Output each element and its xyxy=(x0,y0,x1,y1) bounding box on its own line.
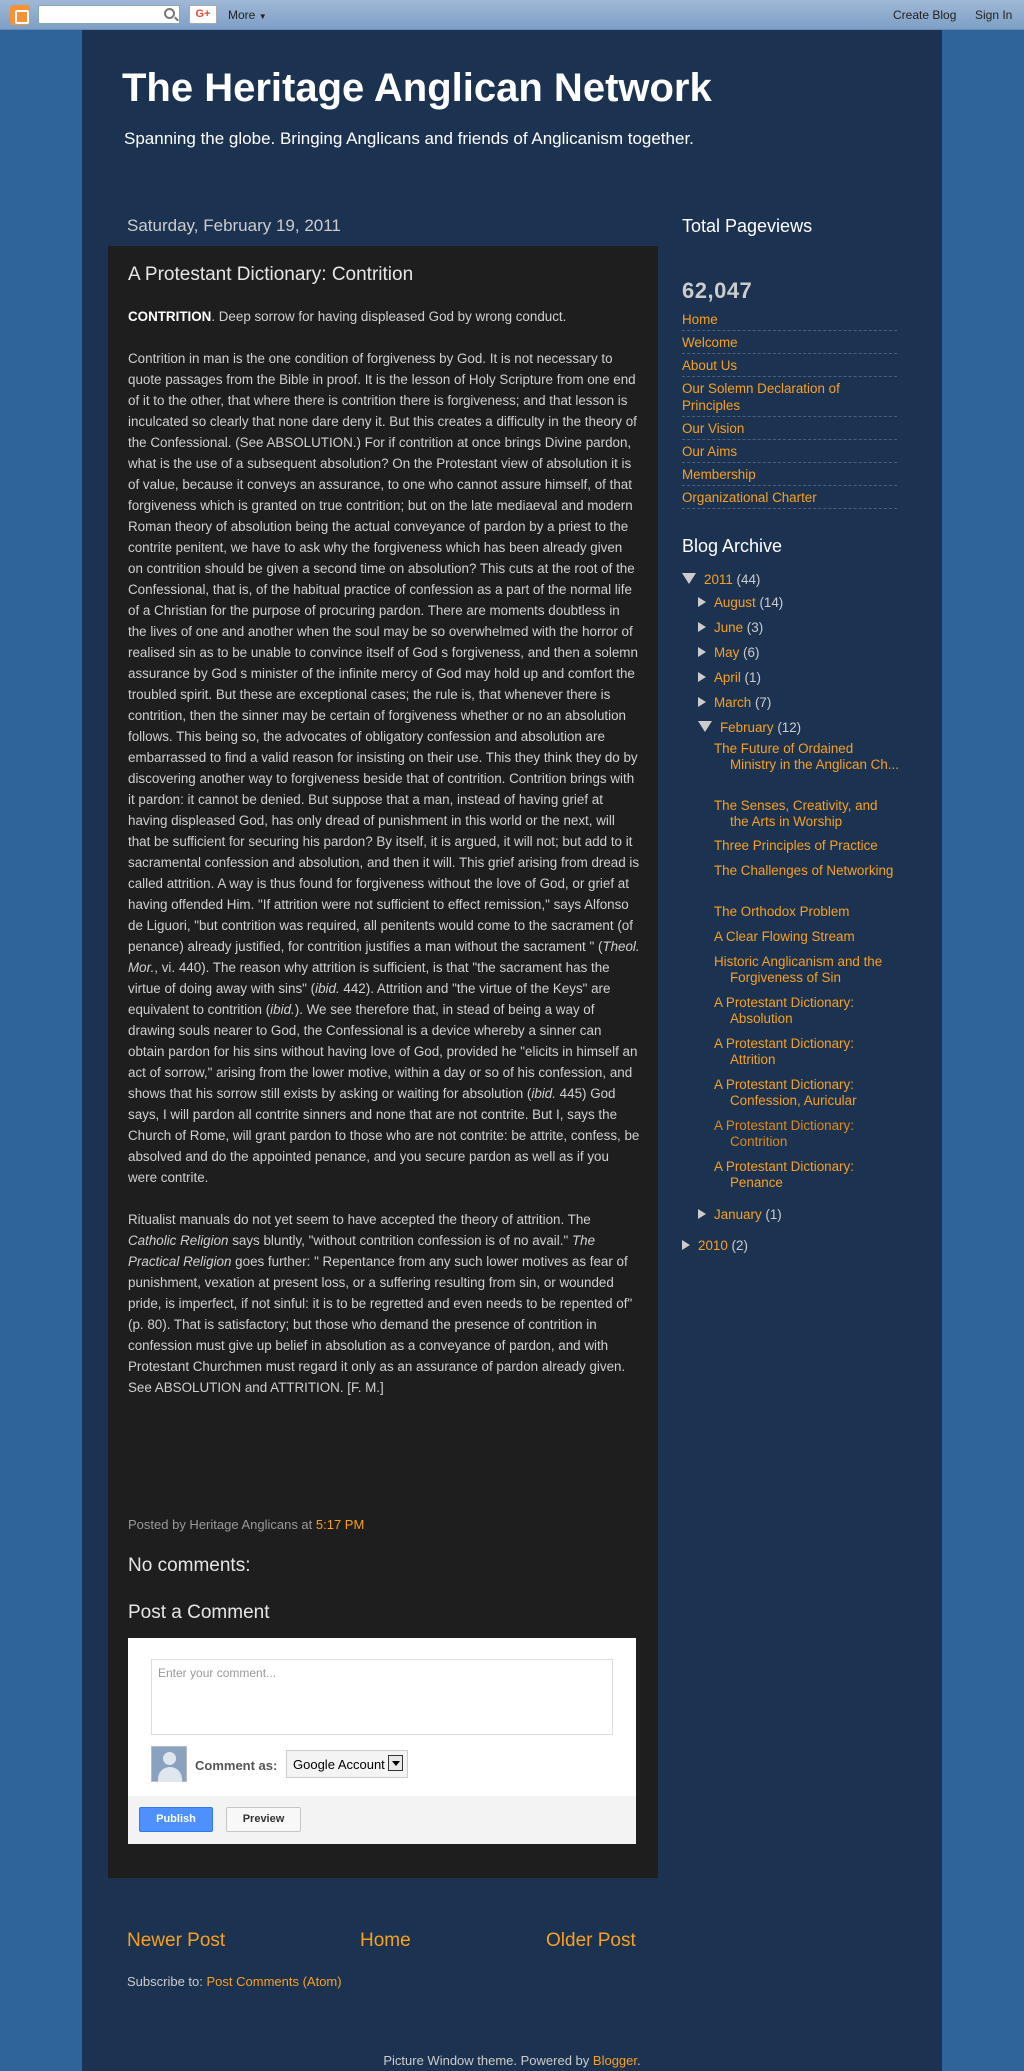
italic-span: Theol. Mor. xyxy=(128,939,640,975)
month-link[interactable]: January xyxy=(714,1207,762,1222)
navbar-search-input[interactable] xyxy=(38,5,180,24)
page-item[interactable] xyxy=(682,377,897,417)
year-link[interactable]: 2010 xyxy=(698,1238,728,1253)
blog-archive-heading: Blog Archive xyxy=(682,536,783,556)
archive-post-link[interactable]: The Challenges of Networking xyxy=(714,863,894,878)
archive-year-2011[interactable] xyxy=(682,571,760,588)
page-link-membership[interactable]: Membership xyxy=(682,467,756,482)
page-link-aims[interactable]: Our Aims xyxy=(682,444,738,459)
identity-select-value: Google Account xyxy=(293,1757,385,1772)
post-paragraph-2 xyxy=(128,348,640,1188)
post-paragraph-1 xyxy=(128,306,640,327)
expand-triangle-icon[interactable] xyxy=(698,622,706,632)
post-count: (1) xyxy=(765,1207,782,1222)
post-outer xyxy=(108,246,658,1878)
archive-post-link[interactable]: Three Principles of Practice xyxy=(714,838,878,853)
expand-triangle-icon[interactable] xyxy=(698,672,706,682)
collapse-triangle-icon[interactable] xyxy=(682,573,696,584)
archive-post-link[interactable]: A Protestant Dictionary: Absolution xyxy=(714,995,854,1026)
comment-as-label: Comment as: xyxy=(195,1758,278,1773)
archive-month[interactable] xyxy=(698,669,761,686)
page-item[interactable] xyxy=(682,354,897,377)
post-comments-atom-link[interactable]: Post Comments (Atom) xyxy=(206,1974,342,1989)
expand-triangle-icon[interactable] xyxy=(682,1240,690,1250)
newer-post-link[interactable]: Newer Post xyxy=(127,1930,226,1951)
archive-month[interactable] xyxy=(698,619,763,636)
subscribe-line xyxy=(127,1974,342,1989)
page-link-charter[interactable]: Organizational Charter xyxy=(682,490,817,505)
archive-post-link[interactable]: The Orthodox Problem xyxy=(714,904,850,919)
expand-triangle-icon[interactable] xyxy=(698,647,706,657)
search-icon[interactable] xyxy=(164,8,175,19)
archive-post-link[interactable]: A Clear Flowing Stream xyxy=(714,929,855,944)
content-frame xyxy=(82,30,942,2071)
archive-post-link[interactable]: A Protestant Dictionary: Confession, Auricular xyxy=(714,1077,857,1108)
archive-month-february[interactable] xyxy=(698,719,801,736)
blog-description: Spanning the globe. Bringing Anglicans and friends of Anglicanism together. xyxy=(124,129,694,148)
archive-post-link[interactable]: The Future of Ordained Ministry in the Anglican Ch... xyxy=(714,741,899,772)
blogger-link[interactable]: Blogger xyxy=(592,2053,637,2068)
archive-year-2010[interactable] xyxy=(682,1237,748,1254)
text-span: Ritualist manuals do not yet seem to have accepted the theory of attrition. The xyxy=(128,1212,591,1227)
lead-term: CONTRITION xyxy=(128,309,212,324)
publish-button[interactable]: Publish xyxy=(139,1807,213,1832)
expand-triangle-icon[interactable] xyxy=(698,697,706,707)
archive-post-link[interactable]: Historic Anglicanism and the Forgiveness of Sin xyxy=(714,954,883,985)
post-count: (14) xyxy=(759,595,784,610)
page-link-welcome[interactable]: Welcome xyxy=(682,335,738,350)
pages-list xyxy=(682,308,897,509)
page-link-home[interactable]: Home xyxy=(682,312,718,327)
archive-month[interactable] xyxy=(698,594,783,611)
attribution-end: . xyxy=(637,2053,641,2068)
archive-post-current: A Protestant Dictionary: Contrition xyxy=(714,1118,854,1149)
italic-span: ibid. xyxy=(315,981,340,996)
text-span: 442). Attrition and "the virtue of the Keys" are equivalent to contrition ( xyxy=(128,981,611,1017)
month-link[interactable]: March xyxy=(714,695,752,710)
page-item[interactable] xyxy=(682,331,897,354)
lead-text: . Deep sorrow for having displeased God by wrong conduct. xyxy=(211,309,567,324)
create-blog-link[interactable]: Create Blog xyxy=(893,8,957,22)
sign-in-link[interactable]: Sign In xyxy=(975,8,1013,22)
page-link-about-us[interactable]: About Us xyxy=(682,358,738,373)
archive-month[interactable] xyxy=(698,644,759,661)
post-timestamp-link[interactable]: 5:17 PM xyxy=(315,1517,365,1532)
pageviews-heading: Total Pageviews xyxy=(682,216,813,236)
year-link[interactable]: 2011 xyxy=(704,572,733,587)
page-item[interactable] xyxy=(682,463,897,486)
italic-span: ibid. xyxy=(270,1002,295,1017)
pageviews-count: 62,047 xyxy=(682,278,753,303)
post-comment-heading: Post a Comment xyxy=(128,1602,270,1623)
identity-select[interactable] xyxy=(286,1750,408,1778)
subscribe-label: Subscribe to: xyxy=(127,1974,207,1989)
italic-span: ibid. xyxy=(531,1086,556,1101)
page-item[interactable] xyxy=(682,440,897,463)
posted-by: Posted by Heritage Anglicans at xyxy=(128,1517,316,1532)
archive-post-link[interactable]: A Protestant Dictionary: Penance xyxy=(714,1159,854,1190)
post-count: (44) xyxy=(736,572,761,587)
post-count: (12) xyxy=(777,720,802,735)
preview-button[interactable]: Preview xyxy=(226,1807,301,1832)
archive-post-link[interactable]: The Senses, Creativity, and the Arts in Worship xyxy=(714,798,878,829)
page-item[interactable] xyxy=(682,308,897,331)
post-count: (7) xyxy=(754,695,772,710)
post-title: A Protestant Dictionary: Contrition xyxy=(128,264,414,285)
blogger-navbar xyxy=(0,0,1024,30)
post-count: (3) xyxy=(746,620,764,635)
text-span: , vi. 440). The reason why attrition is sufficient, is that "the sacrament has the virtue of doing away with sins" ( xyxy=(128,960,610,996)
caret-down-icon: ▼ xyxy=(258,12,267,21)
attribution xyxy=(82,2053,942,2068)
text-span: says bluntly, "without contrition confession is of no avail." xyxy=(228,1233,572,1248)
avatar xyxy=(151,1746,187,1782)
post-count: (6) xyxy=(743,645,760,660)
more-menu[interactable] xyxy=(228,8,267,22)
comment-textarea[interactable]: Enter your comment... xyxy=(151,1659,613,1735)
expand-triangle-icon[interactable] xyxy=(698,597,706,607)
older-post-link[interactable]: Older Post xyxy=(546,1930,636,1951)
dropdown-arrow-icon[interactable] xyxy=(388,1755,403,1771)
more-label[interactable]: More xyxy=(228,8,256,22)
text-span: 445) God says, I will pardon all contrite sinners and none that are not contrite. But I, says the Church of Rome, will grant pardon to those who are not contrite: be attrite, confess, be absolved and do the appointed penance, and you secure pardon as well as if you were contrite. xyxy=(128,1086,640,1185)
blogger-logo-icon[interactable] xyxy=(10,5,30,25)
date-header: Saturday, February 19, 2011 xyxy=(127,216,341,235)
comment-actions-bar xyxy=(128,1796,636,1844)
page-link-declaration[interactable]: Our Solemn Declaration of Principles xyxy=(682,381,840,413)
month-link[interactable]: May xyxy=(714,645,740,660)
month-link[interactable]: June xyxy=(714,620,744,635)
expand-triangle-icon[interactable] xyxy=(698,1209,706,1219)
google-plus-button[interactable]: G+ xyxy=(189,5,217,24)
text-span: goes further: " Repentance from any such lower motives as fear of punishment, vexation at present loss, or a suffering resulting from sin, or wounded pride, is imperfect, if not sinful: it is to be regretted and even needs to be repented of" (p. 80). That is satisfactory; but those who demand the presence of contrition in confession must give up belief in absolution as a conveyance of pardon, and with Protestant Churchmen must regard it only as an assurance of pardon already given. See ABSOLUTION and ATTRITION. [F. M.] xyxy=(128,1254,633,1395)
text-span: ). We see therefore that, in stead of being a way of drawing souls nearer to God, the Confessional is a device whereby a sinner can obtain pardon for his sins without having love of God, provided he "elicits in himself an act of sorrow," arising from the lower motive, within a day or so of his confession, and shows that his sorrow still exists by asking or waiting for absolution ( xyxy=(128,1002,638,1101)
text-span: Contrition in man is the one condition of forgiveness by God. It is not necessary to quote passages from the Bible in proof. It is the lesson of Holy Scripture from one end of it to the other, that where there is contrition there is forgiveness; and that lesson is inculcated so clearly that none dare deny it. But this creates a difficulty in the theory of the Confessional. (See ABSOLUTION.) For if contrition at once brings Divine pardon, what is the use of a subsequent absolution? On the Protestant view of absolution it is of value, because it conveys an assurance, to one who cannot assure himself, of that forgiveness which is granted on true contrition; but on the late mediaeval and modern Roman theory of absolution being the actual conveyance of pardon by a priest to the contrite penitent, we have to ask why the forgiveness which has been already given on contrition should be given a second time on absolution? This cuts at the root of the Confessional, that is, of the habitual practice of confession as a part of the normal life of a Christian for the purpose of procuring pardon. There are moments doubtless in the lives of one and another when the soul may be so overwhelmed with the horror of realised sin as to be unable to convince itself of God s forgiveness, and then a solemn assurance by God s minister of the infinite mercy of God may hold up and comfort the troubled spirit. But these are exceptional cases; the rule is, that whenever there is contrition, then the sinner may be certain of forgiveness whether or no an absolution follows. This being so, the advocates of obligatory confession and absolution are embarrassed to find a valid reason for insisting on their use. This they think they do by discovering another way to forgiveness beside that of contrition. Contrition brings with it pardon: it cannot be denied. But suppose that a man, instead of having grief at having displeased God, has only dread of punishment in this world or the next, will that be sufficient for securing his pardon? By itself, it is argued, it will not; but add to it sacramental confession and absolution, and then it will. This grief arising from dread is called attrition. A way is thus found for forgiveness without the love of God, or grief at having offended Him. "If attrition were not sufficient to effect remission," says Alfonso de Liguori, "but contrition was required, all penitents would come to the sacrament (of penance) already justified, for contrition justifies a man without the sacrament " ( xyxy=(128,351,640,954)
month-link[interactable]: February xyxy=(720,720,774,735)
page-item[interactable] xyxy=(682,486,897,509)
attribution-text: Picture Window theme. Powered by xyxy=(383,2053,593,2068)
post-body xyxy=(128,306,640,1419)
page-link-vision[interactable]: Our Vision xyxy=(682,421,745,436)
archive-post-link[interactable]: A Protestant Dictionary: Attrition xyxy=(714,1036,854,1067)
archive-month-january[interactable] xyxy=(698,1206,782,1223)
archive-month[interactable] xyxy=(698,694,771,711)
month-link[interactable]: August xyxy=(714,595,756,610)
post-count: (1) xyxy=(744,670,761,685)
italic-span: Catholic Religion xyxy=(128,1233,229,1248)
comment-form xyxy=(128,1638,636,1844)
italic-span: The Practical Religion xyxy=(128,1233,596,1269)
comments-heading: No comments: xyxy=(128,1555,251,1576)
collapse-triangle-icon[interactable] xyxy=(698,721,712,732)
page-item[interactable] xyxy=(682,417,897,440)
post-paragraph-3 xyxy=(128,1209,640,1398)
post-count: (2) xyxy=(731,1238,748,1253)
home-link[interactable]: Home xyxy=(360,1930,411,1951)
post-footer xyxy=(128,1517,364,1532)
blog-title[interactable]: The Heritage Anglican Network xyxy=(122,66,712,110)
month-link[interactable]: April xyxy=(714,670,741,685)
